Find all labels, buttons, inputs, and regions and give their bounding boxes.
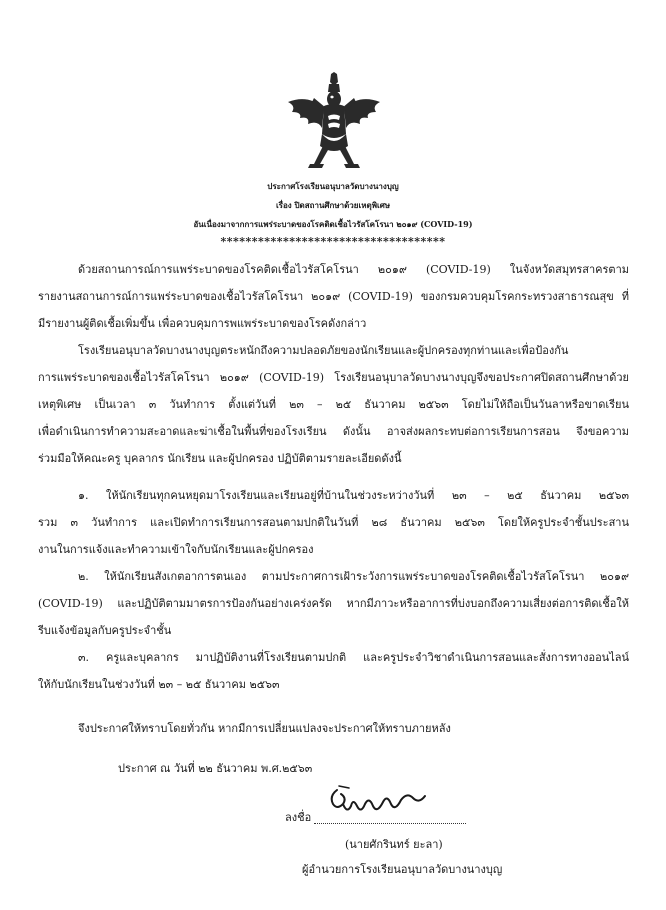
paragraph-2-line-2: การแพร่ระบาดของเชื้อไวรัสโคโรนา ๒๐๑๙ (COVID-19) โรงเรียนอนุบาลวัดบางนางบุญจึงขอประกาศปิดสถานศึกษาด้วย: [38, 371, 629, 384]
signatory-name: (นายศักรินทร์ ยะลา): [345, 838, 443, 851]
item-2-line-2: (COVID-19) และปฏิบัติตามมาตรการป้องกันอย่างเคร่งครัด หากมีภาวะหรืออาการที่บ่งบอกถึงความเสี่ยงต่อการติดเชื้อให้: [38, 597, 629, 610]
announcement-subject-detail: อันเนื่องมาจากการแพร่ระบาดของโรคติดเชื้อไวรัสโคโรนา ๒๐๑๙ (COVID-19): [193, 219, 473, 229]
announcement-subject: เรื่อง ปิดสถานศึกษาด้วยเหตุพิเศษ: [275, 200, 391, 210]
paragraph-1-line-3: มีรายงานผู้ติดเชื้อเพิ่มขึ้น เพื่อควบคุมการพแพร่ระบาดของโรคดังกล่าว: [38, 317, 367, 330]
paragraph-2-line-5: ร่วมมือให้คณะครู บุคลากร นักเรียน และผู้ปกครอง ปฏิบัติตามรายละเอียดดังนี้: [38, 452, 402, 465]
item-2-line-1: ๒. ให้นักเรียนสังเกตอาการตนเอง ตามประกาศการเฝ้าระวังการแพร่ระบาดของโรคติดเชื้อไวรัสโคโรนา ๒๐๑๙: [78, 570, 629, 583]
item-2-line-3: รีบแจ้งข้อมูลกับครูประจำชั้น: [38, 624, 172, 637]
item-3-line-2: ให้กับนักเรียนในช่วงวันที่ ๒๓ – ๒๕ ธันวาคม ๒๕๖๓: [38, 678, 280, 691]
paragraph-1-line-2: รายงานสถานการณ์การแพร่ระบาดของเชื้อไวรัสโคโรนา ๒๐๑๙ (COVID-19) ของกรมควบคุมโรคกระทรวงสาธารณสุข ที่: [38, 290, 629, 303]
star-divider: ************************************: [220, 235, 446, 248]
paragraph-1-line-1: ด้วยสถานการณ์การแพร่ระบาดของโรคติดเชื้อไวรัสโคโรนา ๒๐๑๙ (COVID-19) ในจังหวัดสมุทรสาครตาม: [78, 263, 629, 276]
item-1-line-2: รวม ๓ วันทำการ และเปิดทำการเรียนการสอนตามปกติในวันที่ ๒๘ ธันวาคม ๒๕๖๓ โดยให้ครูประจำชั้นประสาน: [38, 516, 629, 529]
item-1-line-1: ๑. ให้นักเรียนทุกคนหยุดมาโรงเรียนและเรียนอยู่ที่บ้านในช่วงระหว่างวันที่ ๒๓ – ๒๕ ธันวาคม ๒๕๖๓: [78, 489, 629, 502]
item-1-line-3: งานในการแจ้งและทำความเข้าใจกับนักเรียนและผู้ปกครอง: [38, 543, 314, 556]
signatory-position: ผู้อำนวยการโรงเรียนอนุบาลวัดบางนางบุญ: [302, 863, 503, 876]
announcement-title: ประกาศโรงเรียนอนุบาลวัดบางนางบุญ: [267, 181, 399, 191]
paragraph-2-line-1: โรงเรียนอนุบาลวัดบางนางบุญตระหนักถึงความปลอดภัยของนักเรียนและผู้ปกครองทุกท่านและเพื่อป้องกัน: [78, 344, 569, 357]
paragraph-2-line-4: เพื่อดำเนินการทำความสะอาดและฆ่าเชื้อในพื้นที่ของโรงเรียน ดังนั้น อาจส่งผลกระทบต่อการเรียนการสอน จึงขอความ: [38, 425, 629, 438]
announcement-date: ประกาศ ณ วันที่ ๒๒ ธันวาคม พ.ศ.๒๕๖๓: [118, 762, 313, 775]
closing-statement: จึงประกาศให้ทราบโดยทั่วกัน หากมีการเปลี่ยนแปลงจะประกาศให้ทราบภายหลัง: [78, 722, 451, 735]
paragraph-2-line-3: เหตุพิเศษ เป็นเวลา ๓ วันทำการ ตั้งแต่วันที่ ๒๓ – ๒๕ ธันวาคม ๒๕๖๓ โดยไม่ให้ถือเป็นวันลาหรือขาดเรียน: [38, 398, 629, 411]
signature-label: ลงชื่อ: [285, 811, 312, 824]
signature-line: [314, 813, 466, 824]
garuda-emblem-icon: [278, 72, 390, 172]
item-3-line-1: ๓. ครูและบุคลากร มาปฏิบัติงานที่โรงเรียนตามปกติ และครูประจำวิชาดำเนินการสอนและสั่งการทางออนไลน์: [78, 651, 629, 664]
